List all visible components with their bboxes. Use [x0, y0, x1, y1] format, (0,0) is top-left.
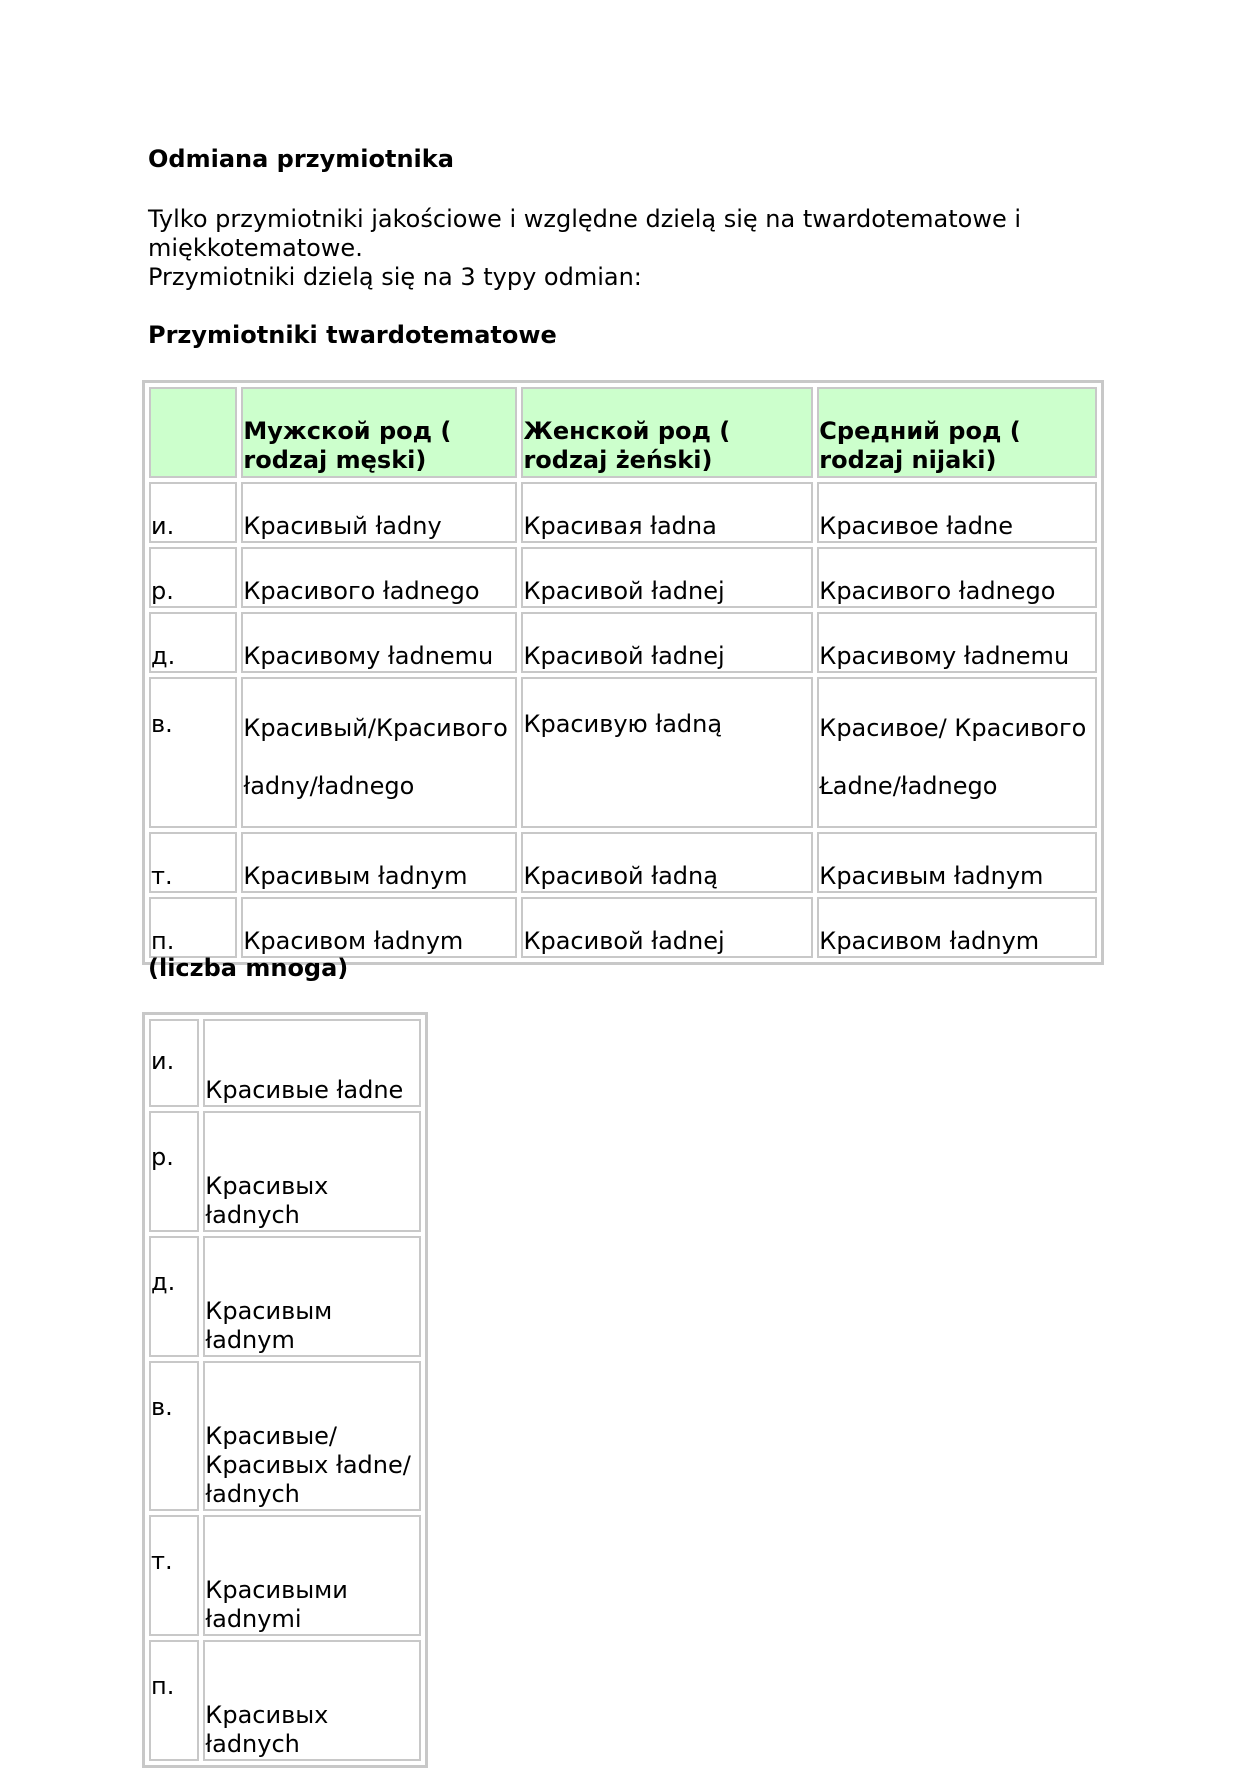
- intro-line-2: Przymiotniki dzielą się na 3 typy odmian:: [148, 263, 642, 291]
- neuter-form: Красивым ładnym: [817, 832, 1097, 893]
- plural-form: Красивым ładnym: [203, 1236, 421, 1357]
- case-label: д.: [149, 612, 237, 673]
- case-label: т.: [149, 1515, 199, 1636]
- table-row: [149, 1640, 421, 1761]
- feminine-form: Красивой ładnej: [521, 612, 813, 673]
- page-title: Odmiana przymiotnika: [148, 145, 454, 173]
- neuter-form: Красивому ładnemu: [817, 612, 1097, 673]
- case-label: д.: [149, 1236, 199, 1357]
- section-heading-hard-stem: Przymiotniki twardotematowe: [148, 321, 557, 349]
- masculine-form: Красивом ładnym: [241, 897, 517, 958]
- plural-form: Красивых ładnych: [203, 1640, 421, 1761]
- case-label: и.: [149, 1019, 199, 1107]
- plural-form: Красивыми ładnymi: [203, 1515, 421, 1636]
- table-row: [149, 1019, 421, 1107]
- header-cell-masculine: Мужской род ( rodzaj męski): [241, 387, 517, 478]
- feminine-form: Красивой ładnej: [521, 897, 813, 958]
- table-row: [149, 1515, 421, 1636]
- case-label: т.: [149, 832, 237, 893]
- plural-declension-table: [142, 1012, 428, 1768]
- masculine-form: Красивый/Красивого ładny/ładnego: [241, 677, 517, 828]
- table-row: [149, 482, 1097, 543]
- table-row: [149, 612, 1097, 673]
- section-heading-plural: (liczba mnoga): [148, 954, 349, 982]
- header-cell-feminine: Женской род ( rodzaj żeński): [521, 387, 813, 478]
- masculine-form: Красивому ładnemu: [241, 612, 517, 673]
- plural-form: Красивых ładnych: [203, 1111, 421, 1232]
- masculine-form: Красивый ładny: [241, 482, 517, 543]
- plural-form: Красивые/ Красивых ładne/ ładnych: [203, 1361, 421, 1511]
- table-row: [149, 1111, 421, 1232]
- masculine-form: Красивого ładnego: [241, 547, 517, 608]
- case-label: и.: [149, 482, 237, 543]
- feminine-form: Красивую ładną: [521, 677, 813, 828]
- feminine-form: Красивой ładnej: [521, 547, 813, 608]
- plural-form: Красивые ładne: [203, 1019, 421, 1107]
- table-header-row: [149, 387, 1097, 478]
- feminine-form: Красивая ładna: [521, 482, 813, 543]
- table-row: [149, 547, 1097, 608]
- case-label: р.: [149, 1111, 199, 1232]
- intro-line-1: Tylko przymiotniki jakościowe i względne dzielą się na twardotematowe i miękkotematowe.: [148, 205, 1022, 262]
- table-row: [149, 1361, 421, 1511]
- case-label: п.: [149, 897, 237, 958]
- table-row: [149, 677, 1097, 828]
- header-cell-neuter: Средний род ( rodzaj nijaki): [817, 387, 1097, 478]
- neuter-form: Красивого ładnego: [817, 547, 1097, 608]
- neuter-form: Красивое/ Красивого Ładne/ładnego: [817, 677, 1097, 828]
- table-row: [149, 832, 1097, 893]
- masculine-form: Красивым ładnym: [241, 832, 517, 893]
- table-row: [149, 897, 1097, 958]
- singular-declension-table: [142, 380, 1104, 965]
- case-label: р.: [149, 547, 237, 608]
- case-label: в.: [149, 1361, 199, 1511]
- table-row: [149, 1236, 421, 1357]
- neuter-form: Красивом ładnym: [817, 897, 1097, 958]
- case-label: п.: [149, 1640, 199, 1761]
- intro-paragraph: [148, 205, 1108, 292]
- case-label: в.: [149, 677, 237, 828]
- header-cell-case: [149, 387, 237, 478]
- feminine-form: Красивой ładną: [521, 832, 813, 893]
- neuter-form: Красивое ładne: [817, 482, 1097, 543]
